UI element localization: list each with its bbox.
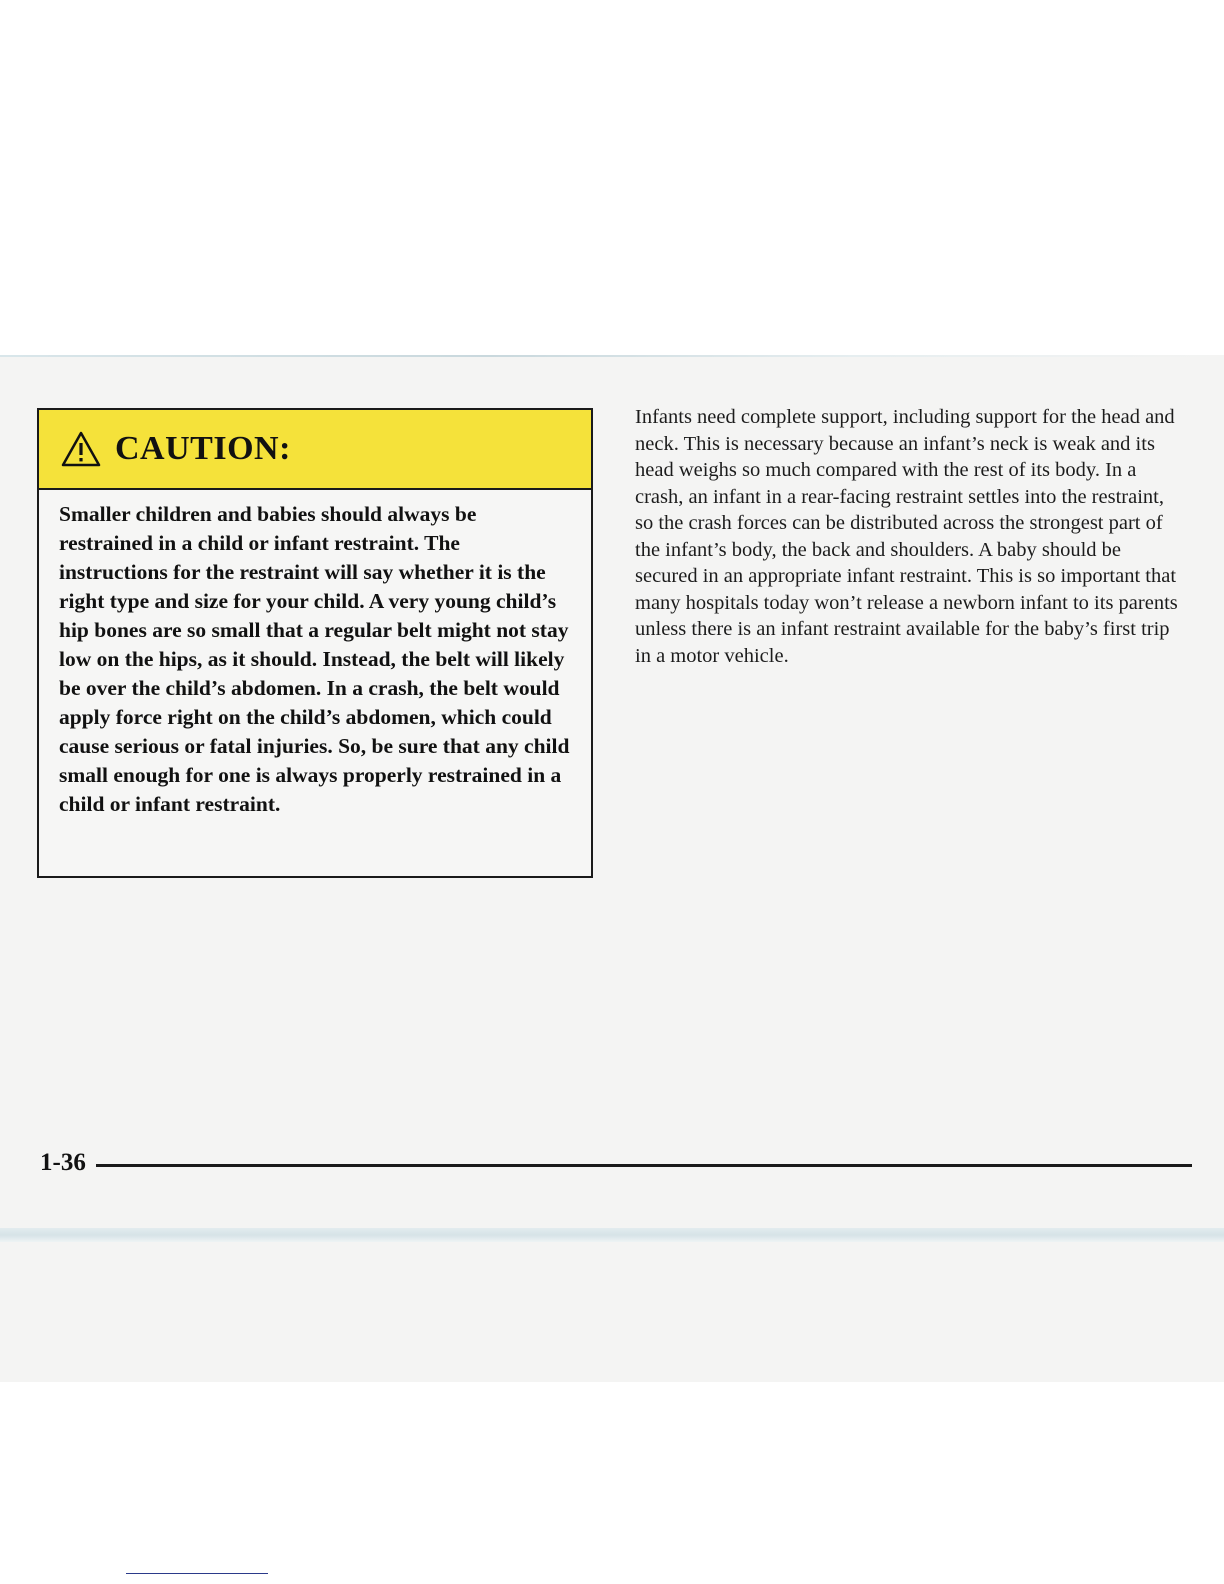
page-footer <box>40 1148 1192 1178</box>
caution-body-text: Smaller children and babies should always be restrained in a child or infant restraint. The instructions for the restraint will say whether it is the right type and size for your child. A very young child’s hip bones are so small that a regular belt might not stay low on the hips, as it should. Instead, the belt will likely be over the child’s abdomen. In a crash, the belt would apply force right on the child’s abdomen, which could cause serious or fatal injuries. So, be sure that any child small enough for one is always properly restrained in a child or infant restraint. <box>59 502 570 816</box>
caution-header <box>39 410 591 490</box>
caution-box <box>37 408 593 878</box>
bottom-page-edge <box>0 1228 1224 1242</box>
footer-rule <box>96 1164 1192 1167</box>
bottom-divider-line <box>126 1573 268 1574</box>
page-number: 1-36 <box>40 1149 86 1176</box>
top-page-edge <box>0 355 1224 357</box>
infant-support-paragraph: Infants need complete support, including support for the head and neck. This is necessary because an infant’s neck is weak and its head weighs so much compared with the rest of its body. In a crash, an infant in a rear-facing restraint settles into the restraint, so the crash forces can be distributed across the strongest part of the infant’s body, the back and shoulders. A baby should be secured in an appropriate infant restraint. This is so important that many hospitals today won’t release a newborn infant to its parents unless there is an infant restraint available for the baby’s first trip in a motor vehicle. <box>635 406 1178 667</box>
warning-triangle-icon <box>61 431 101 467</box>
caution-title: CAUTION: <box>115 430 291 467</box>
